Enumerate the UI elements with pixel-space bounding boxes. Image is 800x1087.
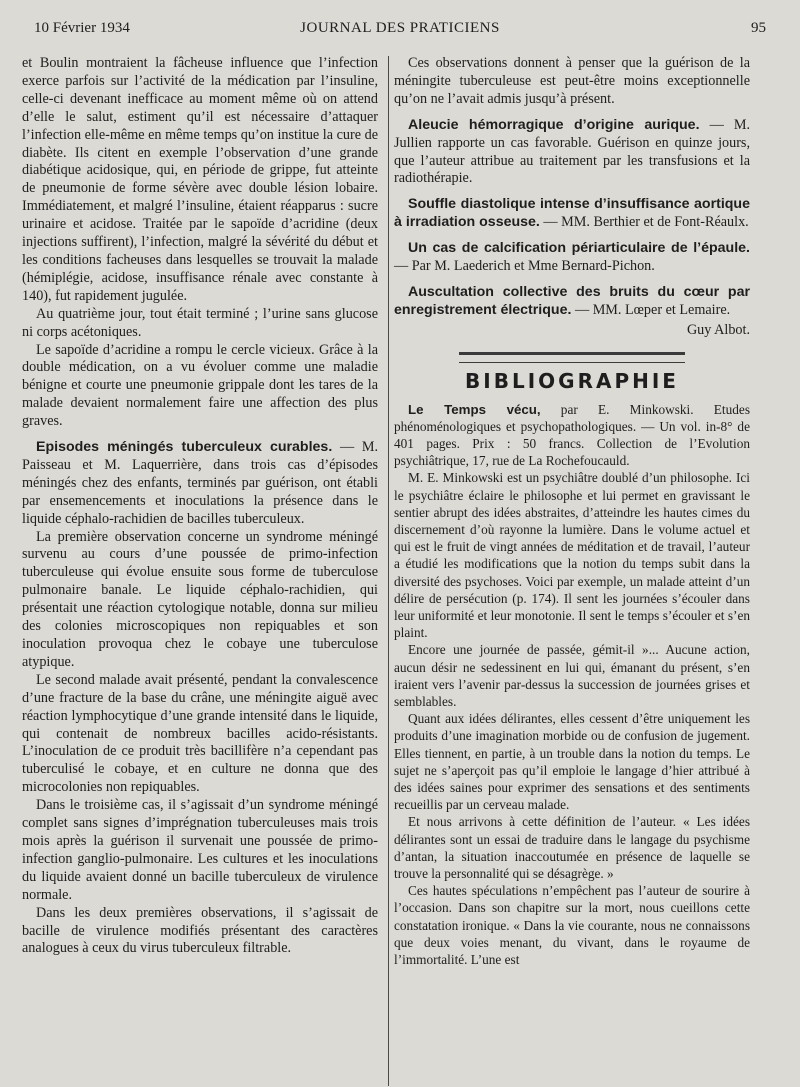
paragraph: [394, 196, 750, 232]
paragraph: [394, 882, 750, 968]
decorative-rule: [459, 352, 685, 363]
header-date: 10 Février 1934: [34, 20, 130, 36]
paragraph: [394, 55, 750, 109]
paragraph-text: Le sapoïde d’acridine a rompu le cercle vicieux. Grâce à la double médication, on a vu évoluer comme une maladie bénigne et courte une pneumonie grippale dont les tares de la malade devaient normalement faire une affection des plus graves.: [22, 341, 378, 430]
paragraph-text: M. E. Minkowski est un psychiâtre doublé d’un philosophe. Ici le psychiâtre éclaire le philosophe et lui permet en gravissant le sentier abrupt des idées abstraites, d’atteindre les hautes cimes du discernement d’où rayonne la lumière. Dans le volume actuel et qui est le fruit de vingt années de méditation et de travail, l’auteur a étudié les modifications que la notion du temps subit dans la diversité des psychoses. Voici par exemple, un malade atteint d’un délire de persécution (p. 174). Il sent les journées s’écouler dans leur uniformité et leur monotonie. Il sent le temps s’écouler et s’en plaint.: [394, 470, 750, 641]
paragraph: [394, 240, 750, 276]
paragraph: [394, 117, 750, 189]
paragraph: [22, 342, 378, 432]
header-page-number: 95: [751, 20, 766, 36]
paragraph: [394, 710, 750, 813]
paragraph-text: Ces hautes spéculations n’empêchent pas l’auteur de sourire à l’occasion. Dans son chapitre sur la mort, nous cueillons cette constatation ironique. « Dans la vie courante, nous ne connaissons que deux voies menant, du vivant, dans le royaume de l’immortalité. L’une est: [394, 883, 750, 968]
paragraph: [22, 797, 378, 904]
paragraph-text: Au quatrième jour, tout était terminé ; l’urine sans glucose ni corps acétoniques.: [22, 305, 378, 340]
paragraph: [394, 469, 750, 641]
section-heading: Auscultation collective des bruits du cœur par enregistrement électrique.: [394, 283, 750, 318]
communications-section: [394, 55, 750, 320]
paragraph-text: — MM. Berthier et de Font-Réaulx.: [539, 214, 749, 231]
paragraph-text: — MM. Lœper et Lemaire.: [571, 301, 731, 318]
paragraph-text: La première observation concerne un syndrome méningé survenu au cours d’une poussée de primo-infection tuberculeuse qui évolue ensuite sous forme de tuberculose pulmonaire banale. Le liquide céphalo-rachidien, qui présentait une réaction cytologique notable, donna sur milieu des colonies microscopiques non repiquables et son inoculation provoqua chez le cobaye une tuberculose atypique.: [22, 528, 378, 670]
paragraph-text: Ces observations donnent à penser que la guérison de la méningite tuberculeuse est peut-être moins exceptionnelle qu’on ne l’avait admis jusqu’à présent.: [394, 55, 750, 107]
paragraph: [22, 672, 378, 797]
section-heading: Episodes méningés tuberculeux curables.: [36, 439, 333, 456]
column-divider: [388, 56, 389, 1086]
paragraph: [22, 55, 378, 306]
paragraph: [22, 439, 378, 529]
author-signature: Guy Albot.: [686, 321, 750, 338]
section-heading: Souffle diastolique intense d’insuffisance aortique à irradiation osseuse.: [394, 196, 750, 231]
paragraph-text: Dans les deux premières observations, il s’agissait de bacille de virulence modifiés présentant des caractères analogues à ceux du virus tuberculeux filtrable.: [22, 904, 378, 957]
section-heading: Le Temps vécu,: [408, 401, 541, 417]
paragraph: [394, 813, 750, 882]
paragraph-text: Et nous arrivons à cette définition de l’auteur. « Les idées délirantes sont un essai de traduire dans le langage du psychisme d’antan, la situation inaccoutumée en présence de laquelle se trouve la personnalité qui se désagrège. »: [394, 814, 750, 882]
paragraph: [22, 306, 378, 342]
paragraph-text: Le second malade avait présenté, pendant la convalescence d’une fracture de la base du crâne, une méningite aiguë avec réaction lymphocytique d’une grande intensité dans le liquide, qui contenait de nombreux bacilles acido-résistants. L’inoculation de ce produit très bacillifère n’a cependant pas tuberculisé le cobaye, et en culture ne donna que des microcolonies non repiquables.: [22, 671, 378, 796]
bibliography-heading: BIBLIOGRAPHIE: [465, 368, 679, 393]
paragraph-text: — Par M. Laederich et Mme Bernard-Pichon.: [394, 258, 655, 275]
page-header: [34, 14, 766, 38]
paragraph-text: Quant aux idées délirantes, elles cessent d’être uniquement les produits d’une imagination morbide ou de confusion de jugement. Elles tiennent, en partie, à un trouble dans la notion du temps. Le sujet ne s’aperçoit pas qu’il emploie le langage d’hier attribué à des idées saines pour exprimer des sensations et des sentiments recueillis par un cerveau malade.: [394, 711, 750, 813]
paragraph: [394, 401, 750, 470]
paragraph-text: et Boulin montraient la fâcheuse influence que l’infection exerce parfois sur l’activité de la médication par l’insuline, celle-ci devenant inefficace au moment même où on attend d’elle le salut, estiment qu’il est nécessaire d’attaquer l’infection elle-même en même temps qu’on institue la cure de diabète. Ils citent en exemple l’observation d’une grande diabétique acidosique, qui, en période de grippe, fut atteinte de pneumonie de forme sévère avec double lésion lobaire. Immédiatement, et malgré l’insuline, étaient réapparus : sucre urinaire et acidose. Traitée par le sapoïde d’acridine (deux injections suffirent), l’infection, malgré la sévérité du début et les conditions facheuses dans lesquelles se trouvait la malade (hémiplégie, acidose, insuffisance rénale avec constante à 140), fut rapidement jugulée.: [22, 55, 378, 304]
paragraph: [22, 905, 378, 959]
bibliography-section: [394, 401, 750, 969]
paragraph: [394, 284, 750, 320]
section-heading: Aleucie hémorragique d’origine aurique.: [408, 116, 700, 133]
paragraph-text: Dans le troisième cas, il s’agissait d’un syndrome méningé complet sans signes d’imprégnation tuberculeuses mais trois mois après la guérison il survenait une poussée de primo-infection ganglio-pulmonaire. Les cultures et les inoculations du liquide avaient donné un bacille tuberculeux de virulence normale.: [22, 797, 378, 903]
right-column: [394, 55, 750, 968]
paragraph-text: — M. Paisseau et M. Laquerrière, dans trois cas d’épisodes méningés chez des enfants, terminés par guérison, ont établi par ensemencements et inoculations la présence dans le liquide céphalo-rachidien de bacilles tuberculeux.: [22, 439, 378, 527]
header-journal-title: JOURNAL DES PRATICIENS: [300, 20, 500, 36]
paragraph: [22, 529, 378, 672]
paragraph-text: par E. Minkowski. Etudes phénoménologiques et psychopathologiques. — Un vol. in-8° de 401 pages. Prix : 50 francs. Collection de l’Evolution psychiâtrique, 17, rue de La Rochefoucauld.: [394, 401, 750, 469]
left-column: [22, 55, 378, 958]
paragraph-text: — M. Jullien rapporte un cas favorable. Guérison en quinze jours, que l’auteur attribue au traitement par les transfusions et la radiothérapie.: [394, 116, 750, 187]
paragraph: [394, 641, 750, 710]
paragraph-text: Encore une journée de passée, gémit-il »... Aucune action, aucun désir ne sedessinent en lui qui, émanant du présent, s’en iraient vers l’avenir par-dessus la succession de journées grises et semblables.: [394, 642, 750, 710]
section-heading: Un cas de calcification périarticulaire de l’épaule.: [408, 240, 750, 257]
